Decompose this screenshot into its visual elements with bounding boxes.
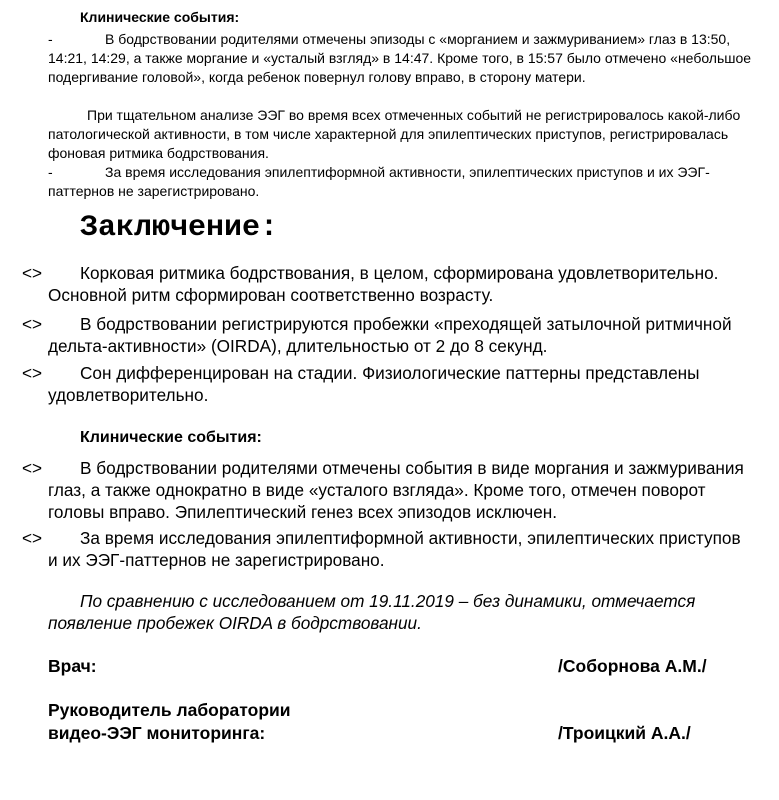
conclusion-item-text: Корковая ритмика бодрствования, в целом, сформирована удовлетворительно. Основной ритм сформирован соответственно возрасту.: [48, 263, 719, 305]
clinical-events-heading: Клинические события:: [80, 429, 262, 446]
conclusion-item-text: Сон дифференцирован на стадии. Физиологические паттерны представлены удовлетворительно.: [48, 363, 700, 405]
doctor-label: Врач:: [48, 656, 97, 676]
head-label-line2: видео-ЭЭГ мониторинга:: [48, 723, 266, 743]
item-marker: <>: [22, 263, 43, 283]
conclusion-item: [0, 262, 779, 306]
comparison-text: По сравнению с исследованием от 19.11.2019 – без динамики, отмечается появление пробежек OIRDA в бодрствовании.: [48, 591, 696, 633]
top-bullet-1-text: В бодрствовании родителями отмечены эпизоды с «морганием и зажмуриванием» глаз в 13:50, 14:21, 14:29, а также моргание и «усталый взгляд» в 14:47. Кроме того, в 15:57 было отмечено «небольшое подергивание головой», когда ребенок повернул голову вправо, в сторону матери.: [48, 31, 752, 85]
top-bullet-2-text: За время исследования эпилептиформной активности, эпилептических приступов и их ЭЭГ-паттернов не зарегистрировано.: [48, 164, 710, 199]
conclusion-item: [0, 313, 779, 357]
comparison-note: [48, 590, 748, 634]
item-marker: <>: [22, 528, 43, 548]
bullet-marker: -: [48, 31, 53, 47]
clinical-item: [0, 527, 779, 571]
top-bullet-1: [48, 30, 753, 87]
top-clinical-events-heading: Клинические события:: [80, 9, 240, 25]
clinical-item-text: За время исследования эпилептиформной активности, эпилептических приступов и их ЭЭГ-паттернов не зарегистрировано.: [48, 528, 741, 570]
head-label-line1: Руководитель лаборатории: [48, 700, 291, 720]
top-eeg-analysis-paragraph: [48, 106, 753, 163]
bullet-marker: -: [48, 164, 53, 180]
clinical-item: [0, 457, 779, 523]
doctor-name: /Соборнова А.М./: [558, 656, 707, 676]
item-marker: <>: [22, 458, 43, 478]
top-paragraph-text: При тщательном анализе ЭЭГ во время всех отмеченных событий не регистрировалось какой-либо патологической активности, в том числе характерной для эпилептических приступов, регистрировалась фоновая ритмика бодрствования.: [48, 107, 741, 161]
item-marker: <>: [22, 363, 43, 383]
item-marker: <>: [22, 314, 43, 334]
conclusion-item-text: В бодрствовании регистрируются пробежки «преходящей затылочной ритмичной дельта-активности» (OIRDA), длительностью от 2 до 8 секунд.: [48, 314, 732, 356]
head-name: /Троицкий А.А./: [558, 723, 691, 743]
top-bullet-2: [48, 163, 753, 201]
clinical-item-text: В бодрствовании родителями отмечены события в виде моргания и зажмуривания глаз, а также однократно в виде «усталого взгляда». Кроме того, отмечен поворот головы вправо. Эпилептический генез всех эпизодов исключен.: [48, 458, 744, 522]
conclusion-item: [0, 362, 779, 406]
conclusion-title: Заключение:: [80, 211, 279, 245]
